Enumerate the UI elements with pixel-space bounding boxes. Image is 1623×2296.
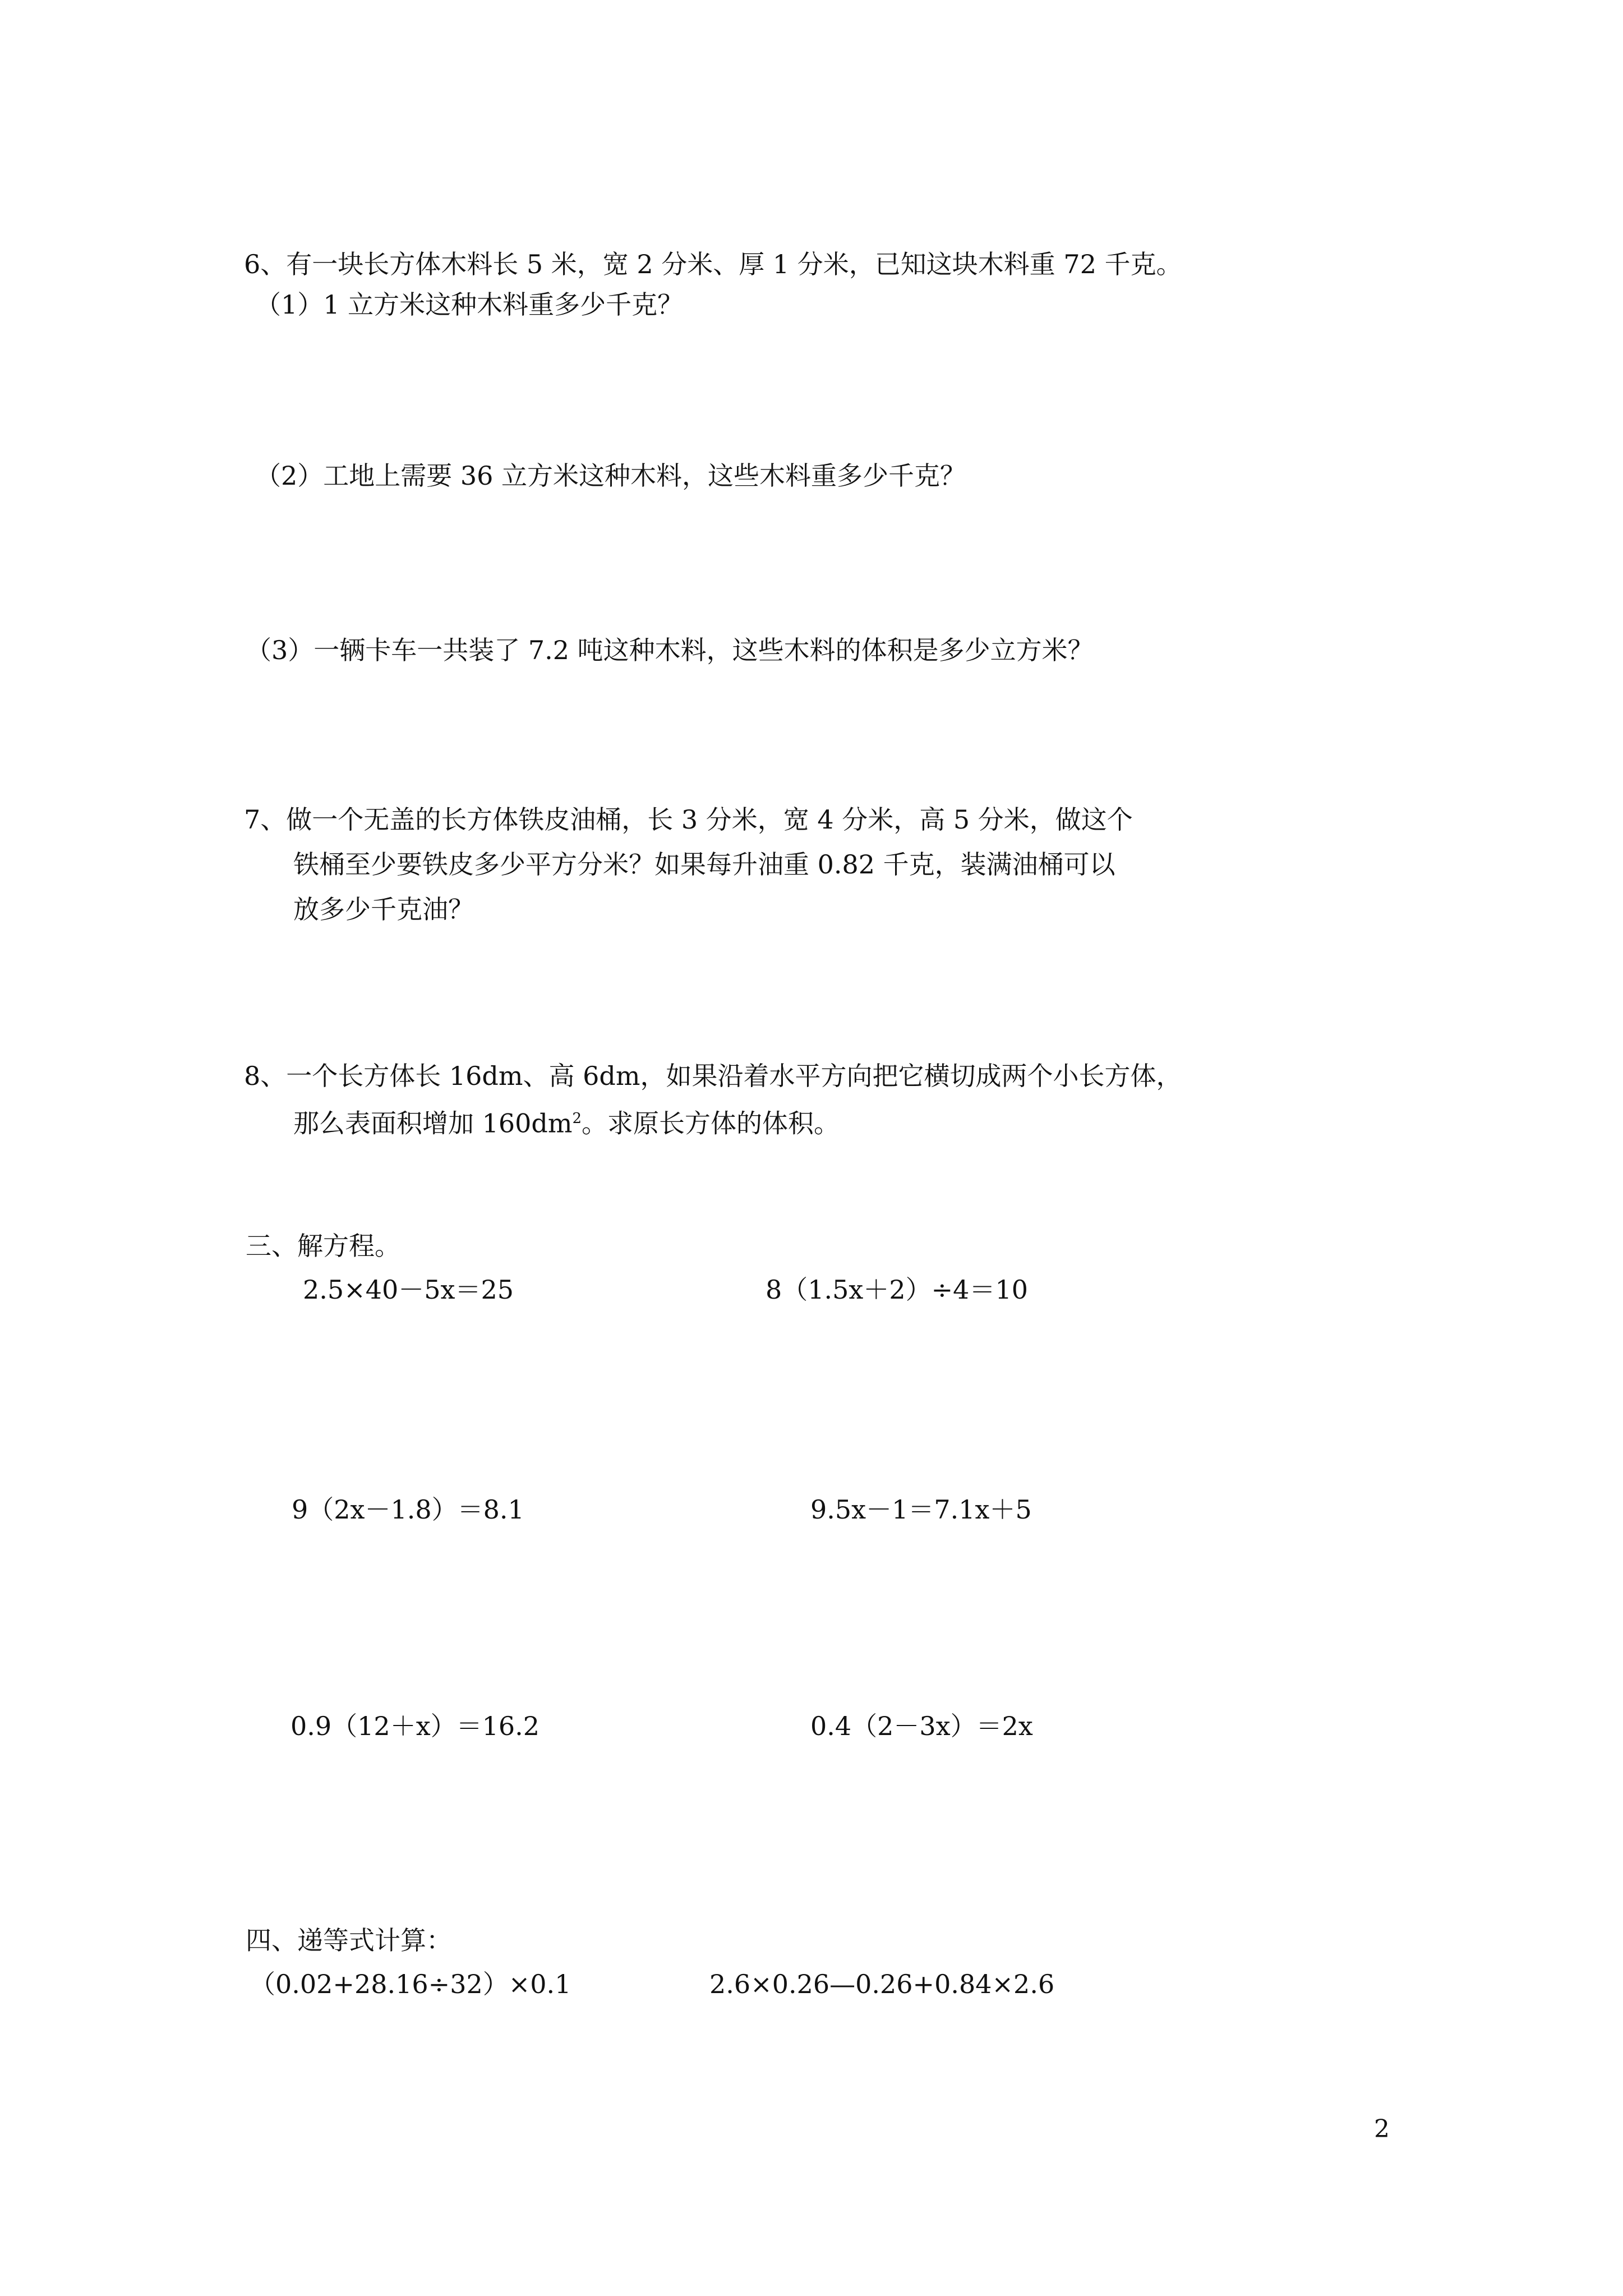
- equation-3: 9（2x－1.8）＝8.1: [292, 1494, 524, 1525]
- expression-2: 2.6×0.26—0.26+0.84×2.6: [709, 1969, 1055, 1999]
- equation-1: 2.5×40－5x＝25: [303, 1274, 514, 1305]
- problem-8-line-2-rest: 。求原长方体的体积。: [582, 1108, 840, 1139]
- problem-6-part-2: （2）工地上需要 36 立方米这种木料，这些木料重多少千克？: [255, 461, 966, 491]
- problem-8-line-1: 8、一个长方体长 16dm、高 6dm，如果沿着水平方向把它横切成两个小长方体，: [244, 1061, 1182, 1091]
- equation-5: 0.9（12＋x）＝16.2: [291, 1711, 540, 1741]
- problem-7-line-1: 7、做一个无盖的长方体铁皮油桶，长 3 分米，宽 4 分米，高 5 分米，做这个: [244, 804, 1133, 835]
- equation-6: 0.4（2－3x）＝2x: [810, 1711, 1033, 1741]
- equation-2: 8（1.5x＋2）÷4＝10: [766, 1274, 1028, 1305]
- problem-7-line-2: 铁桶至少要铁皮多少平方分米？如果每升油重 0.82 千克，装满油桶可以: [293, 849, 1115, 880]
- problem-6-part-3: （3）一辆卡车一共装了 7.2 吨这种木料，这些木料的体积是多少立方米？: [246, 635, 1094, 665]
- section-4-heading: 四、递等式计算：: [246, 1925, 452, 1955]
- page-number: 2: [1374, 2115, 1390, 2143]
- equation-4: 9.5x－1＝7.1x＋5: [810, 1494, 1032, 1525]
- problem-8-line-2: [293, 1101, 840, 1140]
- expression-1: （0.02+28.16÷32）×0.1: [250, 1969, 571, 1999]
- problem-6-stem: 6、有一块长方体木料长 5 米，宽 2 分米、厚 1 分米，已知这块木料重 72 千克。: [244, 249, 1182, 279]
- problem-6-part-1: （1）1 立方米这种木料重多少千克？: [255, 289, 684, 320]
- area-unit-superscript: 2: [572, 1110, 582, 1127]
- problem-7-line-3: 放多少千克油？: [293, 894, 474, 924]
- section-3-heading: 三、解方程。: [246, 1231, 400, 1261]
- problem-8-line-2-text: 那么表面积增加 160dm: [293, 1108, 573, 1139]
